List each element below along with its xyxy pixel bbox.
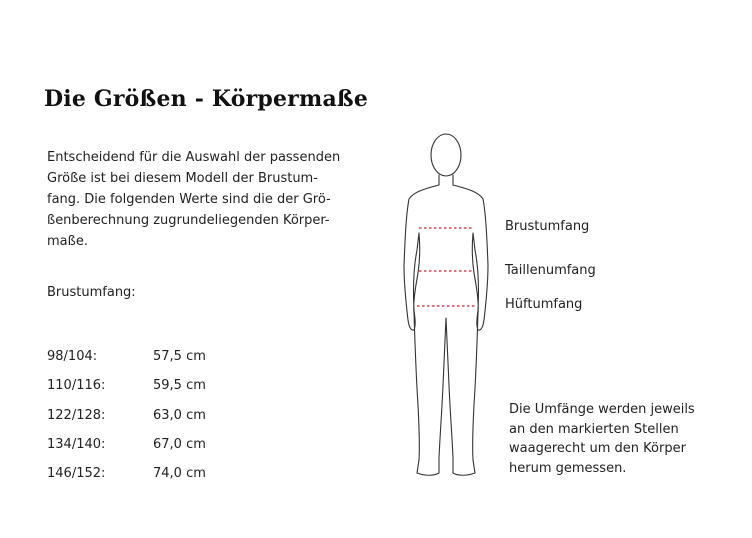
chest-value: 74,0 cm xyxy=(153,466,206,482)
intro-text xyxy=(47,147,387,252)
size-label: 122/128: xyxy=(47,407,106,423)
size-label: 110/116: xyxy=(47,378,106,394)
note-line: an den markierten Stellen xyxy=(509,421,679,437)
waist-label: Taillenumfang xyxy=(505,263,596,278)
size-row xyxy=(47,371,206,400)
size-label: 134/140: xyxy=(47,437,106,453)
body-outline xyxy=(404,175,488,475)
head-outline xyxy=(431,134,461,176)
chest-value: 67,0 cm xyxy=(153,437,206,453)
size-label: 98/104: xyxy=(47,349,98,365)
size-label: 146/152: xyxy=(47,466,106,482)
size-row xyxy=(47,401,206,430)
hip-label: Hüftumfang xyxy=(505,297,583,312)
size-row xyxy=(47,459,206,488)
chest-label: Brustumfang xyxy=(505,219,590,234)
intro-line: Entscheidend für die Auswahl der passenden xyxy=(47,150,341,165)
size-row xyxy=(47,430,206,459)
chest-value: 57,5 cm xyxy=(153,349,206,365)
intro-line: Größe ist bei diesem Modell der Brustum- xyxy=(47,171,318,186)
chest-value: 63,0 cm xyxy=(153,407,206,423)
chest-value: 59,5 cm xyxy=(153,378,206,394)
size-row xyxy=(47,342,206,371)
page-title: Die Größen - Körpermaße xyxy=(44,86,369,112)
intro-line: ßenberechnung zugrundeliegenden Körper- xyxy=(47,213,330,228)
intro-line: fang. Die folgenden Werte sind die der Grö- xyxy=(47,192,331,207)
note-line: waagerecht um den Körper xyxy=(509,441,686,456)
intro-line: maße. xyxy=(47,234,88,249)
size-table xyxy=(47,342,206,488)
body-outline-figure xyxy=(395,125,510,485)
size-table-heading: Brustumfang: xyxy=(47,285,136,300)
note-line: Die Umfänge werden jeweils xyxy=(509,402,695,417)
measurement-note xyxy=(509,400,695,478)
note-line: herum gemessen. xyxy=(509,460,627,476)
